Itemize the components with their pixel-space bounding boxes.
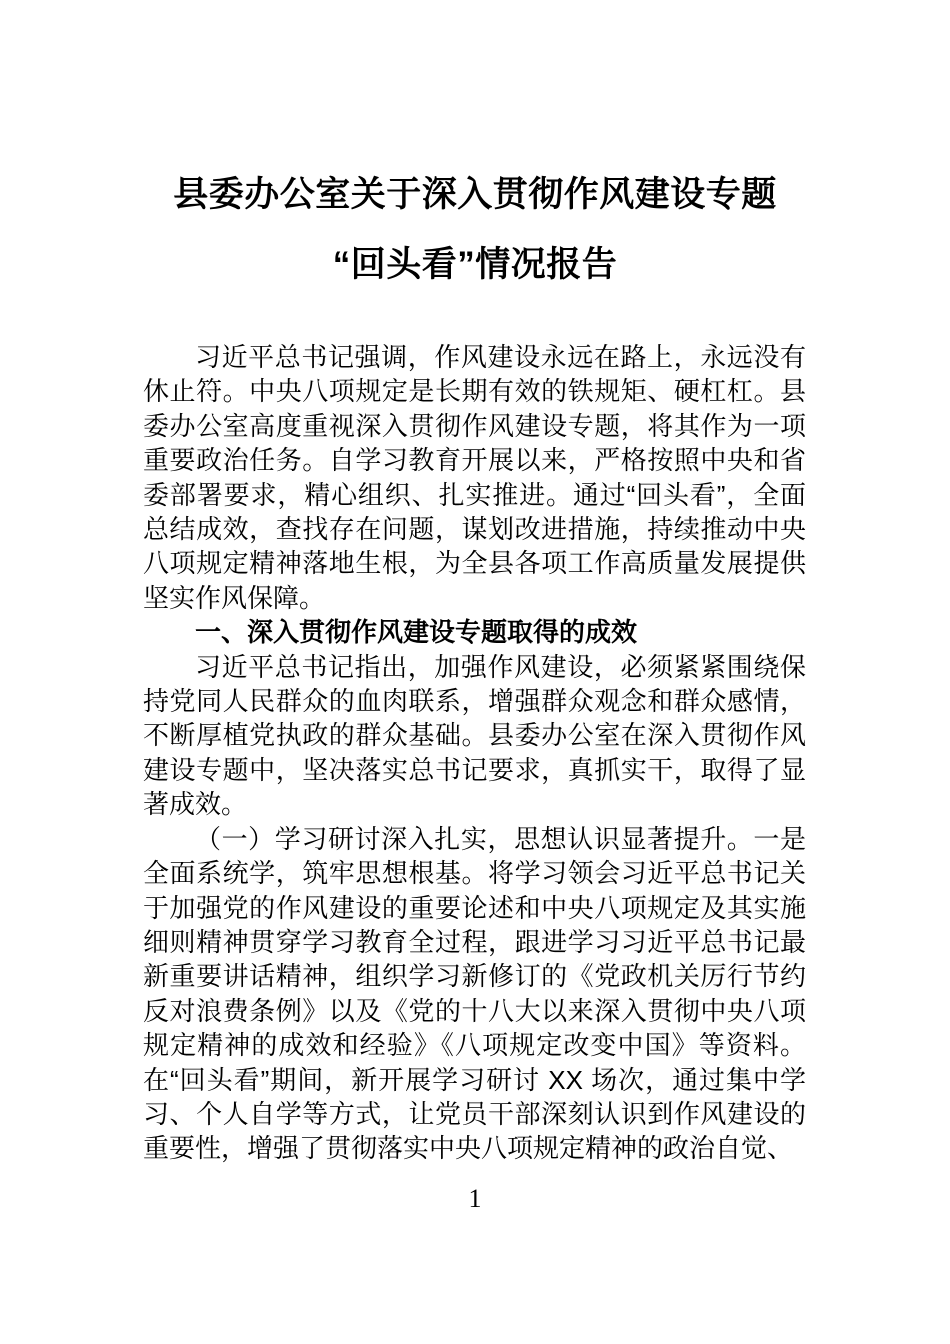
document-title	[0, 160, 950, 300]
paragraph-section-1-intro: 习近平总书记指出，加强作风建设，必须紧紧围绕保持党同人民群众的血肉联系，增强群众观念和群众感情，不断厚植党执政的群众基础。县委办公室在深入贯彻作风建设专题中，坚决落实总书记要求，真抓实干，取得了显著成效。	[143, 651, 806, 820]
paragraph-intro: 习近平总书记强调，作风建设永远在路上，永远没有休止符。中央八项规定是长期有效的铁规矩、硬杠杠。县委办公室高度重视深入贯彻作风建设专题，将其作为一项重要政治任务。自学习教育开展以来，严格按照中央和省委部署要求，精心组织、扎实推进。通过“回头看”，全面总结成效，查找存在问题，谋划改进措施，持续推动中央八项规定精神落地生根，为全县各项工作高质量发展提供坚实作风保障。	[143, 342, 806, 613]
document-title-line-2: “回头看”情况报告	[332, 245, 618, 284]
section-heading-1: 一、深入贯彻作风建设专题取得的成效	[195, 617, 638, 648]
paragraph-subsection-1: （一）学习研讨深入扎实，思想认识显著提升。一是全面系统学，筑牢思想根基。将学习领会习近平总书记关于加强党的作风建设的重要论述和中央八项规定及其实施细则精神贯穿学习教育全过程，跟进学习习近平总书记最新重要讲话精神，组织学习新修订的《党政机关厉行节约反对浪费条例》以及《党的十八大以来深入贯彻中央八项规定精神的成效和经验》《八项规定改变中国》等资料。在“回头看”期间，新开展学习研讨 XX 场次，通过集中学习、个人自学等方式，让党员干部深刻认识到作风建设的重要性，增强了贯彻落实中央八项规定精神的政治自觉、	[143, 823, 806, 1164]
page-number: 1	[468, 1184, 482, 1213]
document-body	[143, 340, 806, 1166]
document-title-line-1: 县委办公室关于深入贯彻作风建设专题	[173, 175, 777, 214]
page-footer	[0, 1183, 950, 1215]
